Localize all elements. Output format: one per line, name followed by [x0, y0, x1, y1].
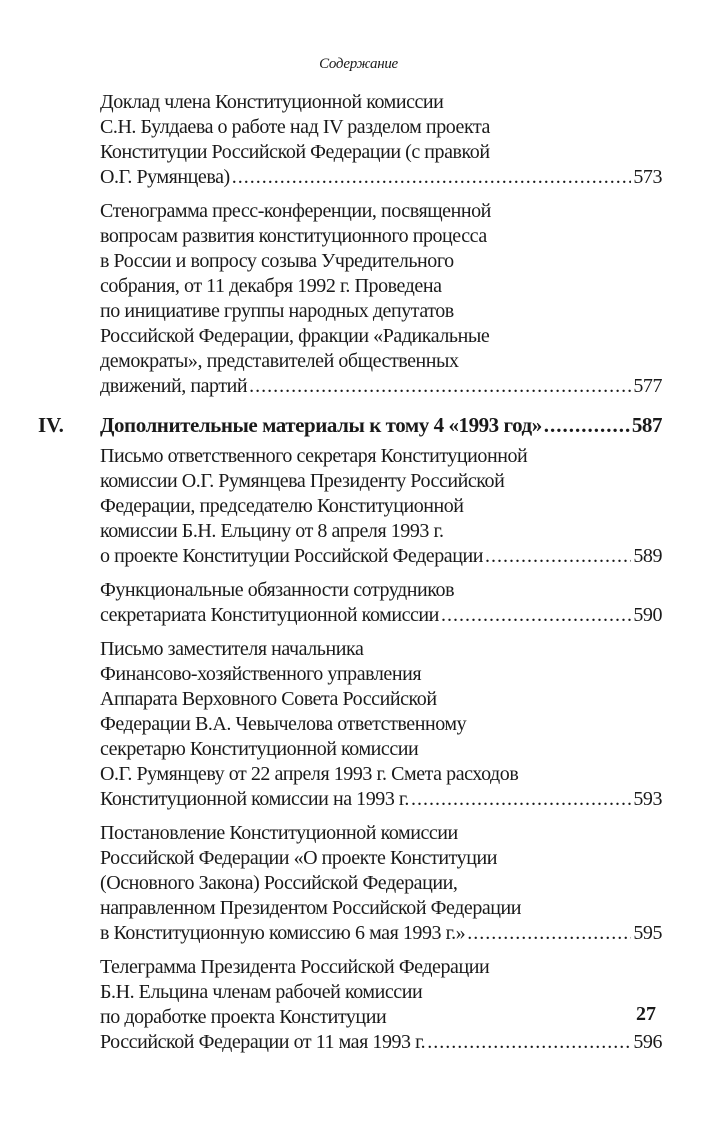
entry-title-line: собрания, от 11 декабря 1992 г. Проведена	[100, 275, 442, 297]
entry-title-line: Письмо заместителя начальника	[100, 638, 364, 660]
entry-title-line: секретарю Конституционной комиссии	[100, 738, 419, 760]
entry-title-line: Телеграмма Президента Российской Федерации	[100, 956, 490, 978]
toc-entry[interactable]	[100, 637, 662, 812]
entry-title-line: комиссии О.Г. Румянцева Президенту Российской	[100, 470, 505, 492]
entry-title-line: О.Г. Румянцева)	[100, 166, 230, 188]
entry-title-line: Финансово-хозяйственного управления	[100, 663, 422, 685]
entry-title-line: комиссии Б.Н. Ельцину от 8 апреля 1993 г.	[100, 520, 444, 542]
entry-page: 573	[633, 166, 662, 188]
table-of-contents	[38, 90, 662, 1064]
dot-leader	[427, 1030, 631, 1055]
section-heading[interactable]	[38, 413, 662, 438]
entry-title-line: о проекте Конституции Российской Федерации	[100, 545, 483, 567]
dot-leader	[232, 165, 632, 190]
entry-title-line: Стенограмма пресс-конференции, посвященной	[100, 200, 491, 222]
entry-page: 596	[633, 1031, 662, 1053]
dot-leader	[411, 787, 631, 812]
entry-title-line: секретариата Конституционной комиссии	[100, 604, 439, 626]
entry-title-line: Постановление Конституционной комиссии	[100, 822, 458, 844]
entry-title-line: в Конституционную комиссию 6 мая 1993 г.»	[100, 922, 466, 944]
entry-title-line: вопросам развития конституционного процесса	[100, 225, 487, 247]
entry-title-line: Конституции Российской Федерации (с правкой	[100, 141, 490, 163]
entry-title-line: Российской Федерации от 11 мая 1993 г.	[100, 1031, 426, 1053]
entry-title-line: демократы», представителей общественных	[100, 350, 459, 372]
dot-leader	[467, 921, 631, 946]
section-number: IV.	[38, 413, 64, 437]
toc-entry[interactable]	[100, 821, 662, 946]
entry-page: 593	[633, 788, 662, 810]
dot-leader	[249, 374, 631, 399]
toc-entry[interactable]	[100, 444, 662, 569]
dot-leader	[485, 544, 631, 569]
toc-entry[interactable]	[100, 955, 662, 1055]
entry-title-line: Федерации, председателю Конституционной	[100, 495, 464, 517]
entry-title-line: направленном Президентом Российской Федерации	[100, 897, 522, 919]
toc-entry[interactable]	[100, 578, 662, 628]
entry-title-line: Доклад члена Конституционной комиссии	[100, 91, 444, 113]
entry-title-line: О.Г. Румянцеву от 22 апреля 1993 г. Смета расходов	[100, 763, 519, 785]
dot-leader	[441, 603, 631, 628]
entry-title-line: в России и вопросу созыва Учредительного	[100, 250, 454, 272]
section-title: Дополнительные материалы к тому 4 «1993 год»	[100, 413, 542, 437]
page-number: 27	[636, 1003, 656, 1025]
entry-title-line: Федерации В.А. Чевычелова ответственному	[100, 713, 467, 735]
entry-title-line: Б.Н. Ельцина членам рабочей комиссии	[100, 981, 423, 1003]
entry-title-line: Письмо ответственного секретаря Конституционной	[100, 445, 528, 467]
entry-title-line: (Основного Закона) Российской Федерации,	[100, 872, 458, 894]
entry-page: 577	[633, 375, 662, 397]
entry-page: 590	[633, 604, 662, 626]
running-header: Содержание	[319, 56, 398, 72]
entry-title-line: по доработке проекта Конституции	[100, 1006, 387, 1028]
section-page: 587	[631, 413, 662, 437]
toc-entry[interactable]	[100, 199, 662, 399]
entry-title-line: Российской Федерации «О проекте Конституции	[100, 847, 497, 869]
entry-title-line: Аппарата Верховного Совета Российской	[100, 688, 437, 710]
entry-title-line: по инициативе группы народных депутатов	[100, 300, 454, 322]
entry-title-line: Российской Федерации, фракции «Радикальные	[100, 325, 490, 347]
entry-title-line: движений, партий	[100, 375, 248, 397]
entry-title-line: Функциональные обязанности сотрудников	[100, 579, 455, 601]
entry-title-line: С.Н. Булдаева о работе над IV разделом проекта	[100, 116, 490, 138]
dot-leader	[544, 413, 630, 438]
entry-title-line: Конституционной комиссии на 1993 г.	[100, 788, 409, 810]
toc-entry[interactable]	[100, 90, 662, 190]
entry-page: 595	[633, 922, 662, 944]
entry-page: 589	[633, 545, 662, 567]
